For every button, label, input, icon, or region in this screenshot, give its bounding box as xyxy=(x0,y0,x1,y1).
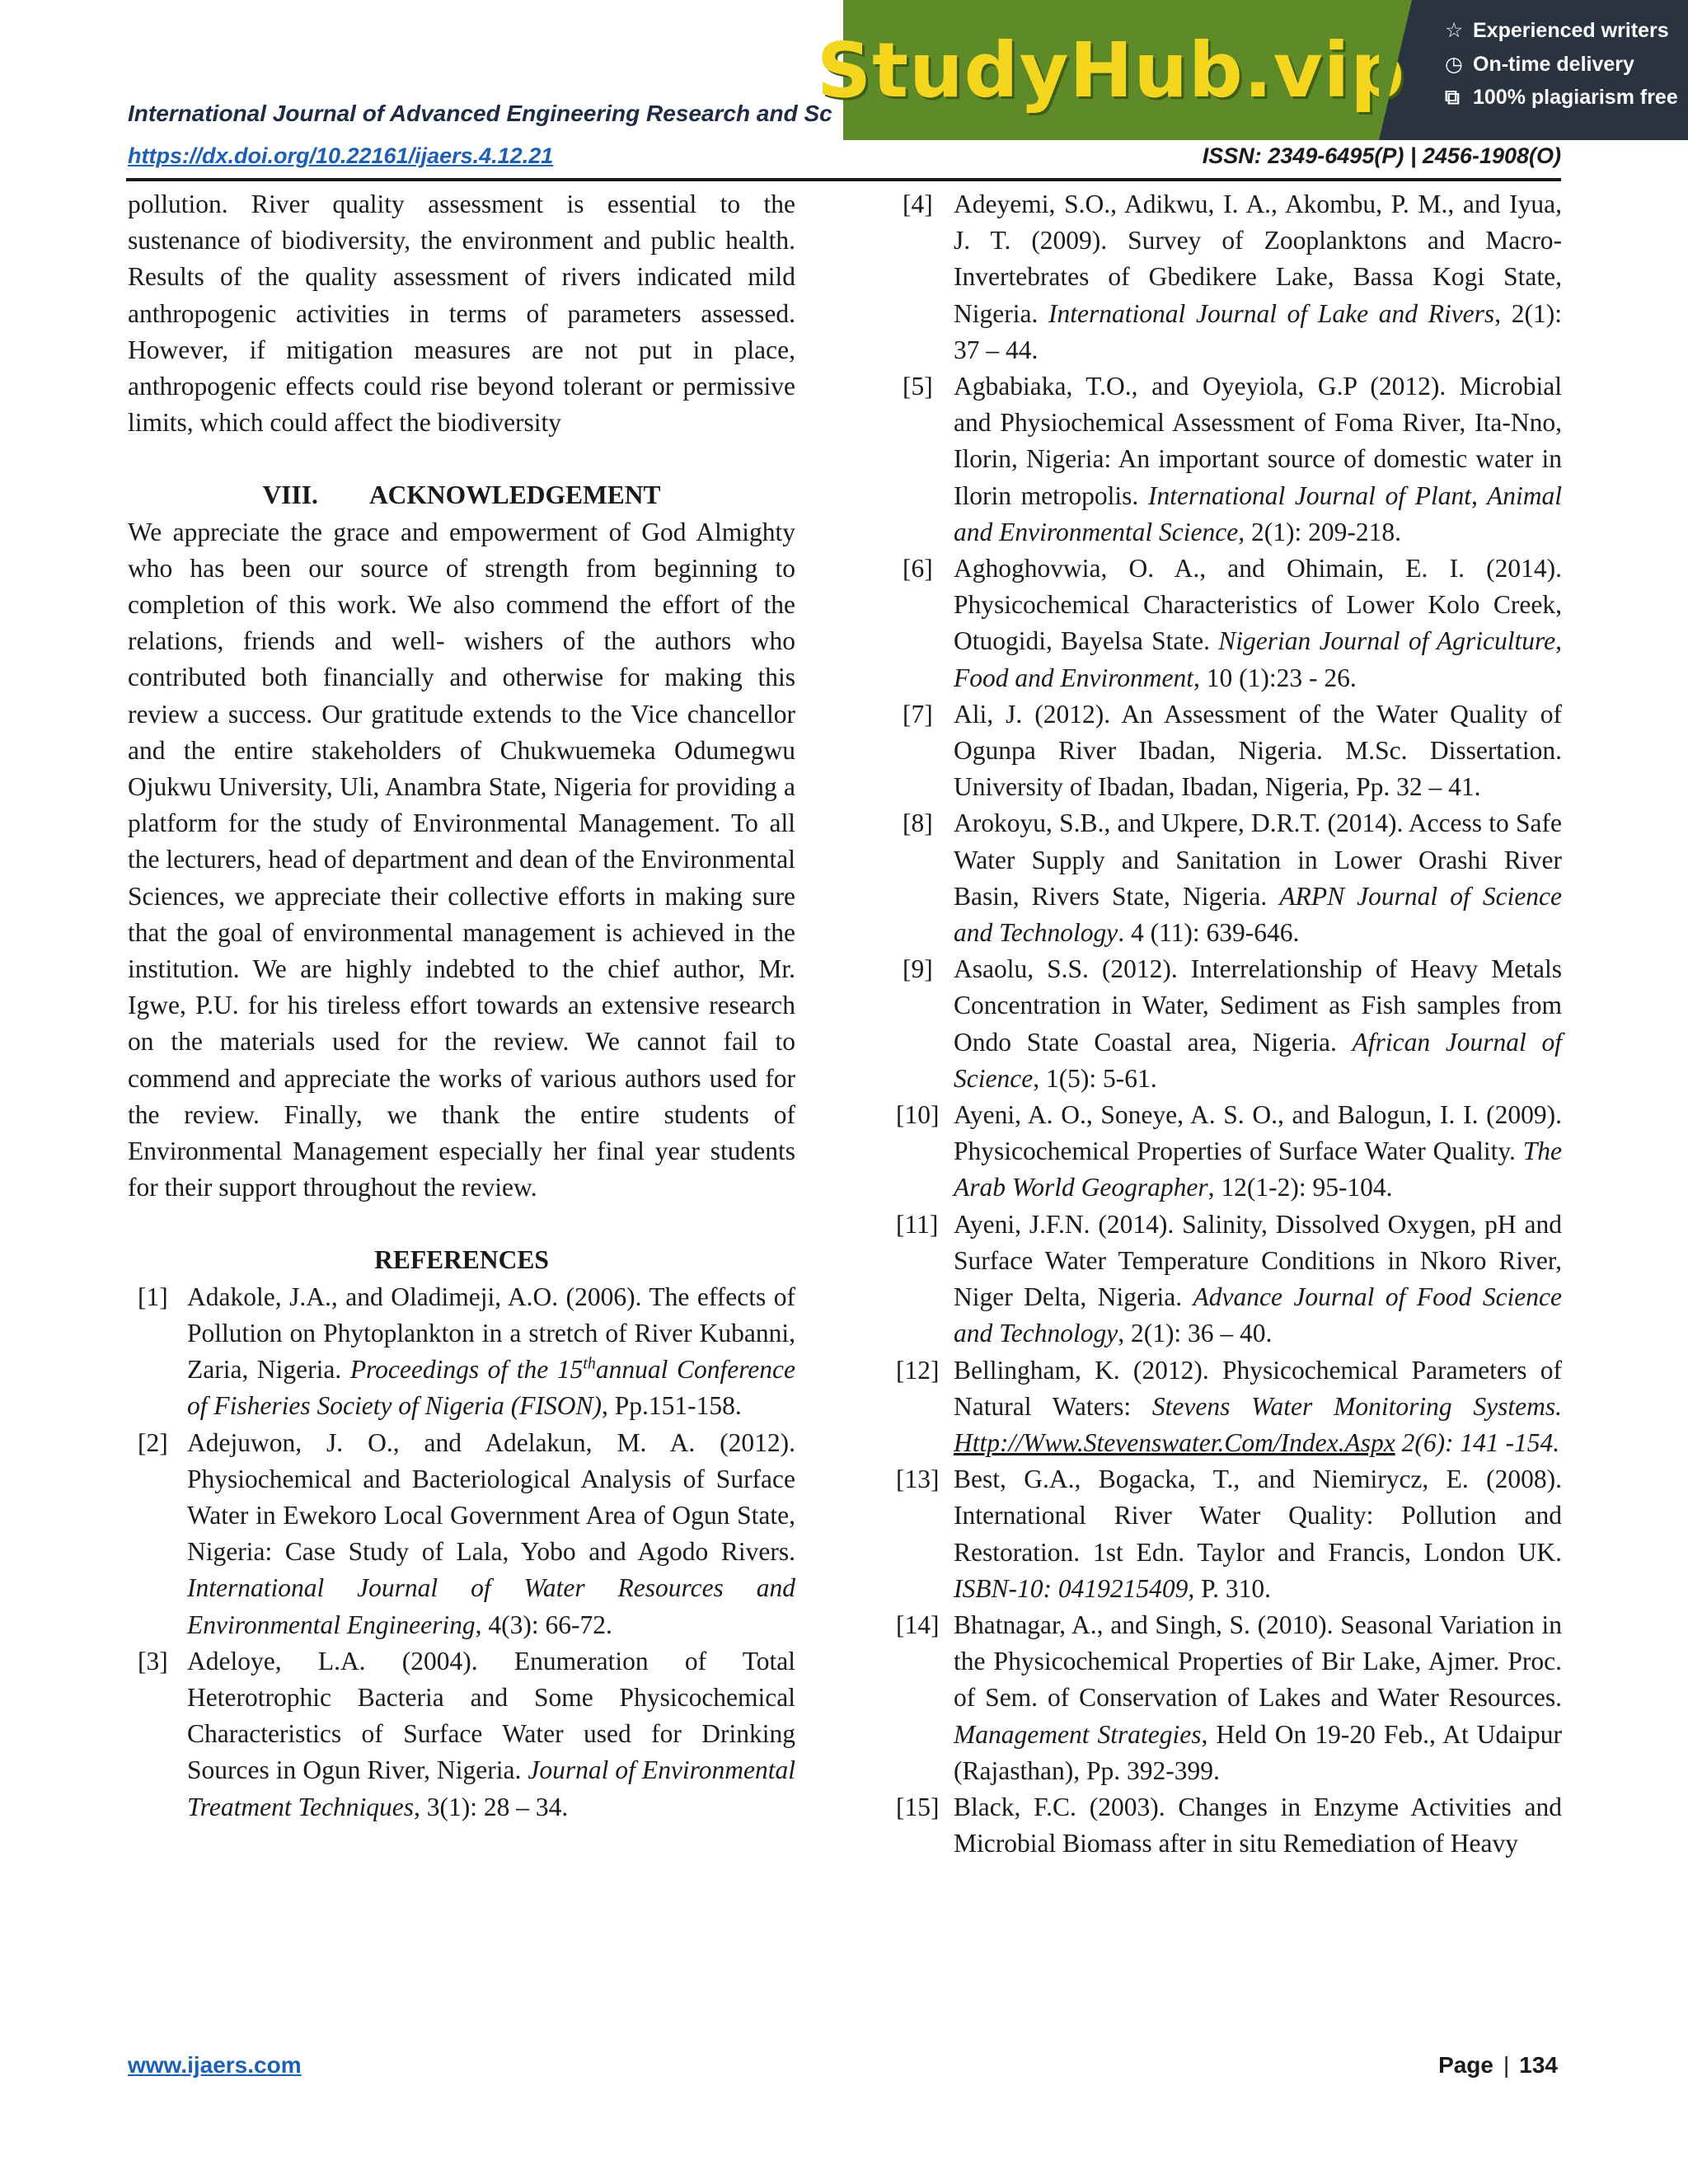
copy-icon: ⧉ xyxy=(1445,86,1460,109)
clock-icon: ◷ xyxy=(1445,53,1463,76)
banner-logo: StudyHub.vip xyxy=(816,26,1406,115)
reference-item: [4] Adeyemi, S.O., Adikwu, I. A., Akombu, P. M., and Iyua, J. T. (2009). Survey of Zooplanktons and Macro-Invertebrates of Gbedikere Lake, Bassa Kogi State, Nigeria. International Journal of Lake and Rivers, 2(1): 37 – 44. xyxy=(903,190,1562,364)
reference-item: [10] Ayeni, A. O., Soneye, A. S. O., and Balogun, I. I. (2009). Physicochemical Properties of Surface Water Quality. The Arab World Geographer, 12(1-2): 95-104. xyxy=(896,1100,1562,1202)
banner-item-writers: ☆ Experienced writers xyxy=(1445,19,1669,42)
issn: ISSN: 2349-6495(P) | 2456-1908(O) xyxy=(1202,143,1561,168)
stevens-link[interactable]: Http://Www.Stevenswater.Com/Index.Aspx xyxy=(954,1427,1395,1457)
reference-item: [3] Adeloye, L.A. (2004). Enumeration of Total Heterotrophic Bacteria and Some Physicochemical Characteristics of Surface Water used for Drinking Sources in Ogun River, Nigeria. Journal of Environmental Treatment Techniques, 3(1): 28 – 34. xyxy=(138,1646,795,1821)
header-rule xyxy=(126,178,1561,181)
acknowledgement-heading: VIII. ACKNOWLEDGEMENT xyxy=(262,480,661,510)
banner-item-delivery: ◷ On-time delivery xyxy=(1445,53,1634,76)
journal-title: International Journal of Advanced Engineering Research and Sc xyxy=(128,101,832,126)
reference-item: [14] Bhatnagar, A., and Singh, S. (2010). Seasonal Variation in the Physicochemical Properties of Bir Lake, Ajmer. Proc. of Sem. of Conservation of Lakes and Water Resources. Management Strategies, Held On 19-20 Feb., At Udaipur (Rajasthan), Pp. 392-399. xyxy=(896,1610,1563,1785)
banner-item-plagiarism: ⧉ 100% plagiarism free xyxy=(1445,86,1678,109)
reference-item: [11] Ayeni, J.F.N. (2014). Salinity, Dissolved Oxygen, pH and Surface Water Temperature Conditions in Nkoro River, Niger Delta, Nigeria. Advance Journal of Food Science and Technology, 2(1): 36 – 40. xyxy=(896,1209,1563,1348)
page-number: Page | 134 xyxy=(1438,2052,1558,2078)
reference-item: [8] Arokoyu, S.B., and Ukpere, D.R.T. (2014). Access to Safe Water Supply and Sanitation in Lower Orashi River Basin, Rivers State, Nigeria. ARPN Journal of Science and Technology. 4 (11): 639-646. xyxy=(903,808,1563,948)
doi-link[interactable]: https://dx.doi.org/10.22161/ijaers.4.12.21 xyxy=(128,143,554,168)
reference-item: [6] Aghoghovwia, O. A., and Ohimain, E. I. (2014). Physicochemical Characteristics of Lower Kolo Creek, Otuogidi, Bayelsa State. Nigerian Journal of Agriculture, Food and Environment, 10 (1):23 - 26. xyxy=(903,554,1562,692)
reference-item: [2] Adejuwon, J. O., and Adelakun, M. A. (2012). Physiochemical and Bacteriological Analysis of Surface Water in Ewekoro Local Government Area of Ogun State, Nigeria: Case Study of Lala, Yobo and Agodo Rivers. International Journal of Water Resources and Environmental Engineering, 4(3): 66-72. xyxy=(138,1427,795,1639)
right-column xyxy=(896,186,1562,1862)
studyhub-banner[interactable] xyxy=(816,0,1688,140)
reference-item: [7] Ali, J. (2012). An Assessment of the Water Quality of Ogunpa River Ibadan, Nigeria. M.Sc. Dissertation. University of Ibadan, Ibadan, Nigeria, Pp. 32 – 41. xyxy=(903,699,1562,802)
reference-item: [9] Asaolu, S.S. (2012). Interrelationship of Heavy Metals Concentration in Water, Sediment as Fish samples from Ondo State Coastal area, Nigeria. African Journal of Science, 1(5): 5-61. xyxy=(903,954,1562,1093)
acknowledgement-paragraph: We appreciate the grace and empowerment of God Almighty who has been our source of strength from beginning to completion of this work. We also commend the effort of the relations, friends and well- wishers of the authors who contributed both financially and otherwise for making this review a success. Our gratitude extends to the Vice chancellor and the entire stakeholders of Chukwuemeka Odumegwu Ojukwu University, Uli, Anambra State, Nigeria for providing a platform for the study of Environmental Management. To all the lecturers, head of department and dean of the Environmental Sciences, we appreciate their collective efforts in making sure that the goal of environmental management is achieved in the institution. We are highly indebted to the chief author, Mr. Igwe, P.U. for his tireless effort towards an extensive research on the materials used for the review. We cannot fail to commend and appreciate the works of various authors used for the review. Finally, we thank the entire students of Environmental Management especially her final year students for their support throughout the review. xyxy=(128,517,795,1202)
reference-item: [13] Best, G.A., Bogacka, T., and Niemirycz, E. (2008). International River Water Quality: Pollution and Restoration. 1st Edn. Taylor and Francis, London UK. ISBN-10: 0419215409, P. 310. xyxy=(896,1465,1562,1603)
reference-item: [1] Adakole, J.A., and Oladimeji, A.O. (2006). The effects of Pollution on Phytoplankton in a stretch of River Kubanni, Zaria, Nigeria. Proceedings of the 15thannual Conference of Fisheries Society of Nigeria (FISON), Pp.151-158. xyxy=(138,1282,795,1421)
references-heading: REFERENCES xyxy=(374,1245,549,1275)
reference-item: [5] Agbabiaka, T.O., and Oyeyiola, G.P (2012). Microbial and Physiochemical Assessment of Foma River, Ita-Nno, Ilorin, Nigeria: An important source of domestic water in Ilorin metropolis. International Journal of Plant, Animal and Environmental Science, 2(1): 209-218. xyxy=(903,372,1562,546)
reference-item: [15] Black, F.C. (2003). Changes in Enzyme Activities and Microbial Biomass after in situ Remediation of Heavy xyxy=(896,1792,1562,1858)
reference-item: [12] Bellingham, K. (2012). Physicochemical Parameters of Natural Waters: Stevens Water Monitoring Systems. Http://Www.Stevenswater.Com/Index.Aspx 2(6): 141 -154. xyxy=(896,1355,1562,1457)
footer-site-link[interactable]: www.ijaers.com xyxy=(128,2052,302,2078)
banner-logo-area xyxy=(816,0,1406,140)
star-icon: ☆ xyxy=(1445,19,1464,42)
conclusion-paragraph: pollution. River quality assessment is essential to the sustenance of biodiversity, the environment and public health. Results of the quality assessment of rivers indicated mild anthropogenic activities in terms of parameters assessed. However, if mitigation measures are not put in place, anthropogenic effects could rise beyond tolerant or permissive limits, which could affect the biodiversity xyxy=(128,190,795,438)
left-column xyxy=(128,186,795,1825)
banner-features xyxy=(1379,0,1688,140)
